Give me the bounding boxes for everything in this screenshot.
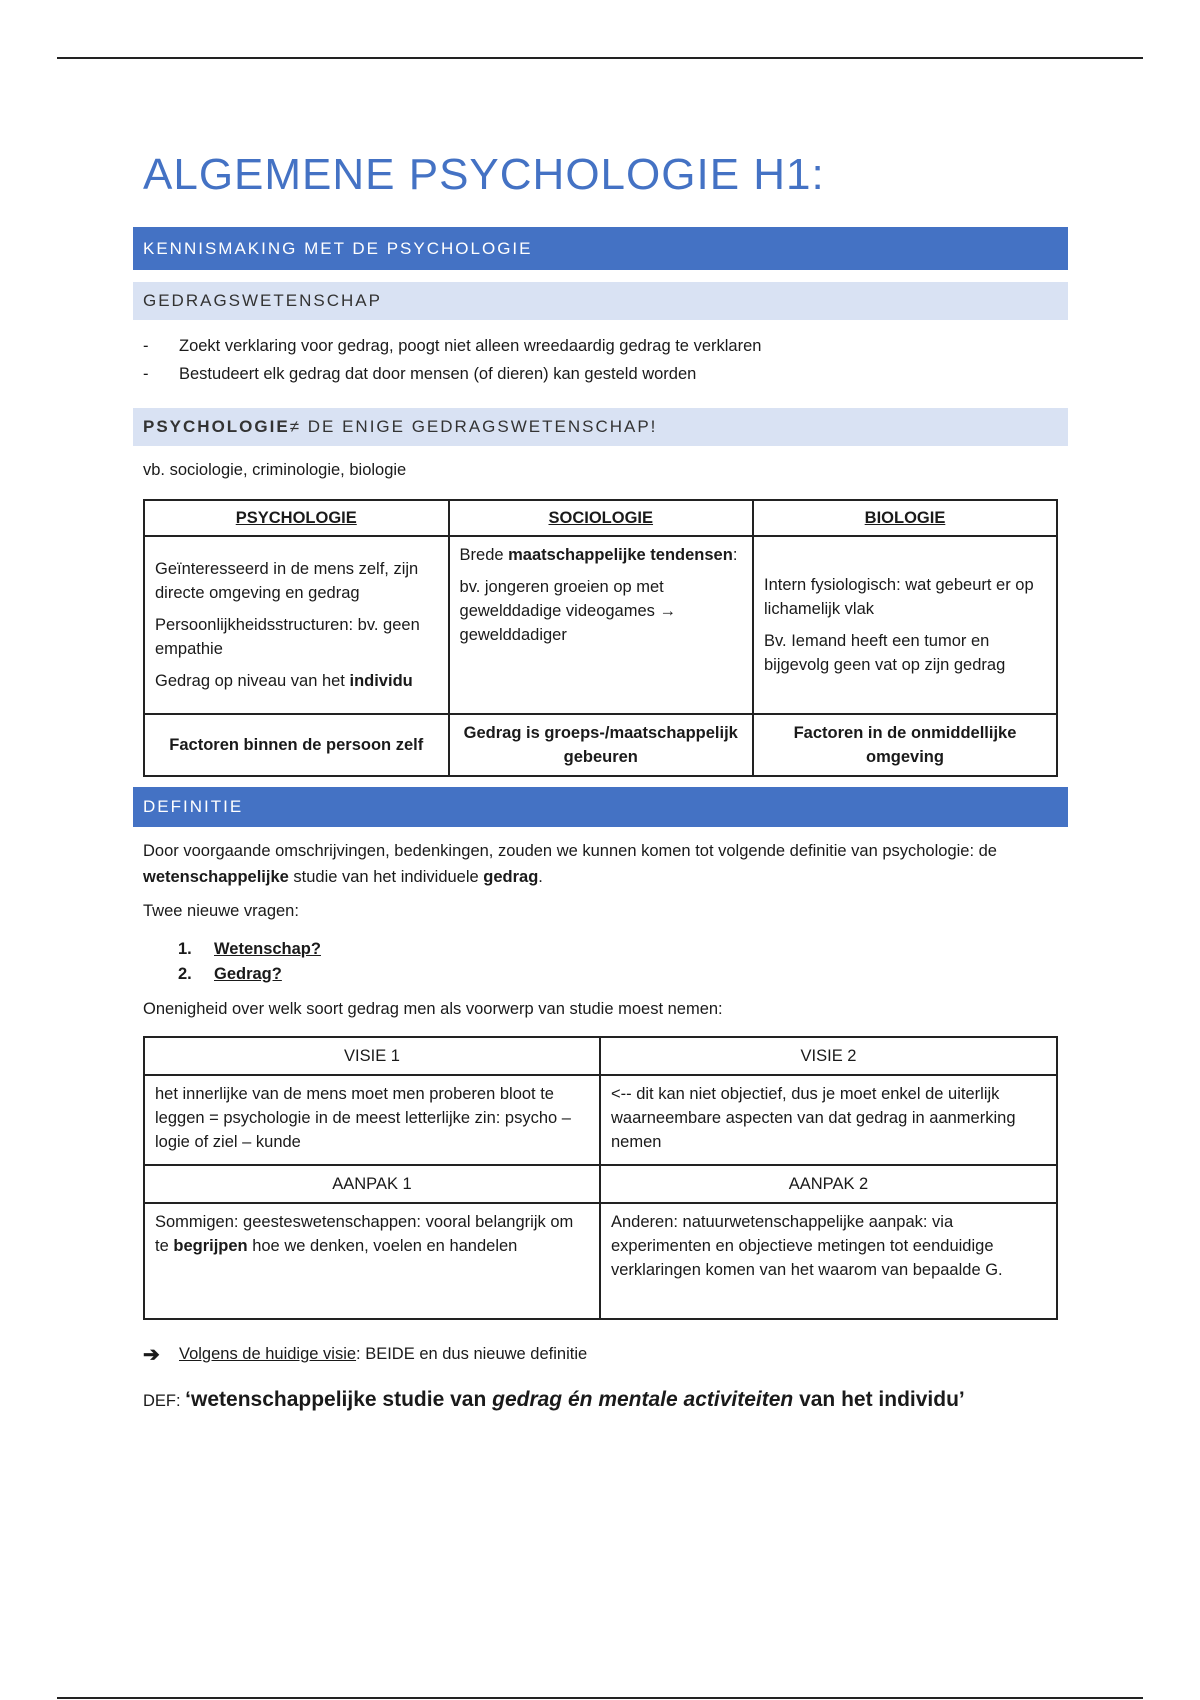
section-heading-definitie: DEFINITIE [133,787,1068,827]
subheading-gedragswetenschap: GEDRAGSWETENSCHAP [133,282,1068,320]
aanpak1-post: hoe we denken, voelen en handelen [247,1237,518,1255]
example-text: vb. sociologie, criminologie, biologie [143,461,407,479]
bullet-marker: - [143,337,149,355]
question-text: Gedrag? [214,965,282,983]
arrow-right-icon: ➔ [143,1344,160,1366]
intro-post: . [538,868,543,886]
visie-table [143,1036,1058,1320]
footer-biologie: Factoren in de onmiddellijke omgeving [753,714,1057,776]
header-aanpak-1: AANPAK 1 [144,1165,600,1203]
soc-p1-pre: Brede [459,546,509,564]
footer-sociologie: Gedrag is groeps-/maatschappelijk gebeuren [449,714,753,776]
header-psychologie: PSYCHOLOGIE [144,500,449,536]
top-rule [57,57,1143,59]
bio-p2: Bv. Iemand heeft een tumor en bijgevolg geen vat op zijn gedrag [764,632,1006,674]
bullet-text: Zoekt verklaring voor gedrag, poogt niet alleen wreedaardig gedrag te verklaren [179,337,762,355]
header-sociologie: SOCIOLOGIE [449,500,753,536]
cell-aanpak-1 [144,1203,600,1319]
question-text: Wetenschap? [214,940,321,958]
question-number: 2. [178,965,192,983]
soc-p1-post: : [732,546,738,564]
aanpak1-bold: begrijpen [173,1237,248,1255]
bio-p1: Intern fysiologisch: wat gebeurt er op lichamelijk vlak [764,576,1034,618]
def-italic: gedrag én mentale activiteiten [492,1388,794,1411]
cell-biologie [753,536,1057,714]
def-post: van het individu’ [793,1388,965,1411]
def-pre: ‘wetenschappelijke studie van [185,1388,493,1411]
footer-psychologie: Factoren binnen de persoon zelf [144,714,449,776]
psych-p3-pre: Gedrag op niveau van het [155,672,350,690]
psych-p1: Geïnteresseerd in de mens zelf, zijn directe omgeving en gedrag [155,560,419,602]
cell-sociologie [449,536,753,714]
subheading-rest: ≠ DE ENIGE GEDRAGSWETENSCHAP! [289,417,658,436]
bullet-text: Bestudeert elk gedrag dat door mensen (of dieren) kan gesteld worden [179,365,697,383]
question-number: 1. [178,940,192,958]
list-item [143,360,761,388]
intro-bold-wetenschappelijke: wetenschappelijke [143,868,289,886]
questions-list [178,937,321,987]
intro-mid: studie van het individuele [288,868,484,886]
bottom-rule [57,1697,1143,1699]
def-label: DEF: [143,1392,186,1410]
list-item [178,962,321,987]
comparison-table [143,499,1058,777]
soc-p1 [460,543,742,567]
cell-aanpak-2: Anderen: natuurwetenschappelijke aanpak: via experimenten en objectieve metingen tot eenduidige verklaringen komen van het waarom van bepaalde G. [600,1203,1057,1319]
disagreement-text: Onenigheid over welk soort gedrag men als voorwerp van studie moest nemen: [143,1000,723,1018]
cell-visie-2: <-- dit kan niet objectief, dus je moet enkel de uiterlijk waarneembare aspecten van dat gedrag in aanmerking nemen [600,1075,1057,1165]
psych-p3 [155,669,438,693]
conclusion-underlined: Volgens de huidige visie [179,1345,357,1363]
conclusion-line [143,1342,587,1367]
psych-p2: Persoonlijkheidsstructuren: bv. geen empathie [155,616,420,658]
soc-p2: bv. jongeren groeien op met gewelddadige videogames → gewelddadiger [459,578,676,644]
aanpak1-pre: Sommigen: geesteswetenschappen: vooral belangrijk om te [155,1213,574,1255]
bullet-list [143,332,761,388]
header-visie-1: VISIE 1 [144,1037,600,1075]
header-visie-2: VISIE 2 [600,1037,1057,1075]
conclusion-rest: : BEIDE en dus nieuwe definitie [356,1345,588,1363]
list-item [143,332,761,360]
cell-visie-1: het innerlijke van de mens moet men proberen bloot te leggen = psychologie in de meest letterlijke zin: psycho – logie of ziel – kunde [144,1075,600,1165]
questions-intro: Twee nieuwe vragen: [143,902,299,920]
psych-p3-bold: individu [349,672,413,690]
section-heading-kennismaking: KENNISMAKING MET DE PSYCHOLOGIE [133,227,1068,270]
header-biologie: BIOLOGIE [753,500,1057,536]
intro-pre: Door voorgaande omschrijvingen, bedenkingen, zouden we kunnen komen tot volgende definitie van psychologie: de [143,842,997,860]
cell-psychologie [144,536,449,714]
final-definition [143,1388,965,1412]
subheading-psychologie-niet-enige [133,408,1068,446]
intro-bold-gedrag: gedrag [483,868,539,886]
list-item [178,937,321,962]
soc-p1-bold: maatschappelijke tendensen [508,546,733,564]
definition-intro [143,838,1053,890]
subheading-bold: PSYCHOLOGIE [143,417,290,436]
page-title: ALGEMENE PSYCHOLOGIE H1: [143,150,825,199]
header-aanpak-2: AANPAK 2 [600,1165,1057,1203]
bullet-marker: - [143,365,149,383]
